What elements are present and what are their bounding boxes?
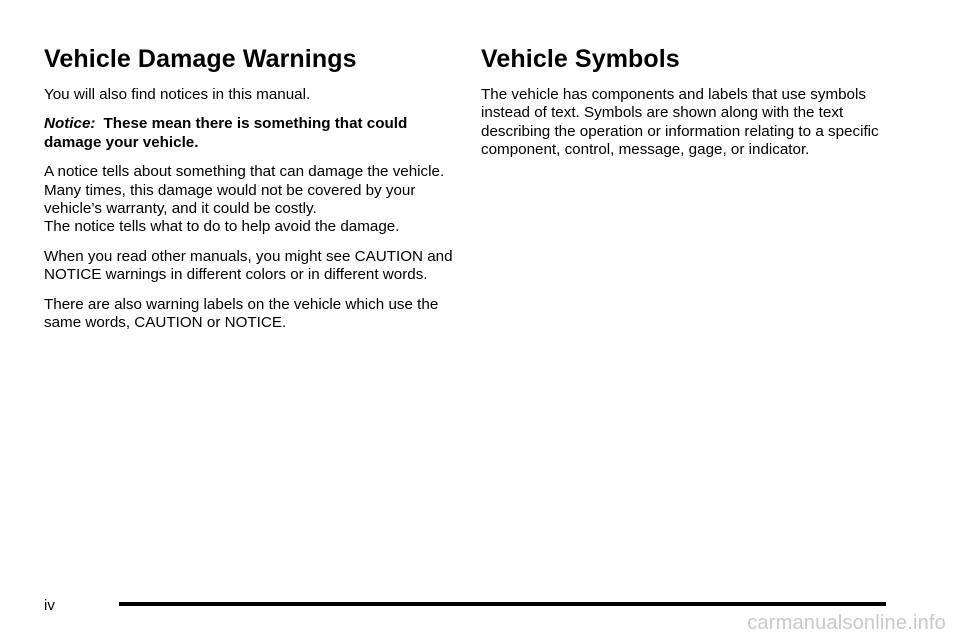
symbols-paragraph: The vehicle has components and labels that use symbols instead of text. Symbols are shown along with the text describing the operation or information relating to a specific component, control, message, gage, or indicator.	[481, 86, 879, 159]
notice-explanation-text-2: The notice tells what to do to help avoid the damage.	[44, 218, 400, 236]
other-manuals-paragraph: When you read other manuals, you might see CAUTION and NOTICE warnings in different colors or in different words.	[44, 247, 453, 284]
right-column	[481, 42, 901, 171]
notice-label: Notice:	[44, 115, 96, 133]
page-number: iv	[44, 597, 55, 614]
warning-labels-paragraph: There are also warning labels on the vehicle which use the same words, CAUTION or NOTICE.	[44, 295, 439, 332]
footer-rule	[119, 602, 886, 606]
notice-paragraph	[44, 115, 458, 152]
section-heading-vehicle-symbols: Vehicle Symbols	[481, 45, 680, 73]
notice-explanation-text: A notice tells about something that can damage the vehicle. Many times, this damage would not be covered by your vehicle’s warranty, and it could be costly.	[44, 163, 445, 218]
notice-explanation-paragraph	[44, 163, 458, 237]
left-column	[44, 42, 458, 343]
notice-text: These mean there is something that could damage your vehicle.	[44, 115, 408, 151]
watermark: carmanualsonline.info	[747, 612, 946, 634]
section-heading-vehicle-damage-warnings: Vehicle Damage Warnings	[44, 45, 357, 73]
intro-paragraph: You will also find notices in this manual.	[44, 86, 311, 103]
